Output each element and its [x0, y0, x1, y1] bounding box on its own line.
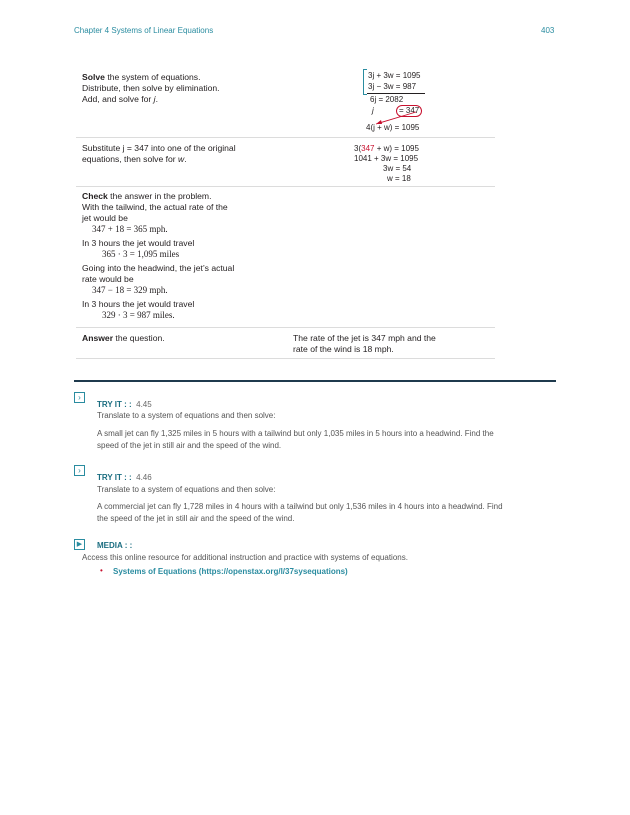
check-calc3: 347 − 18 = 329 mph.	[92, 285, 168, 295]
expand-chevron-icon[interactable]: ›	[74, 465, 85, 476]
check-calc1: 347 + 18 = 365 mph.	[92, 224, 168, 234]
answer-line2: rate of the wind is 18 mph.	[293, 344, 394, 354]
system-bracket	[363, 69, 367, 95]
check-line7: In 3 hours the jet would travel	[82, 299, 195, 309]
try-it-problem	[97, 501, 557, 525]
solve-eq1: 3j + 3w = 1095	[368, 71, 421, 80]
solve-line2: Distribute, then solve by elimination.	[82, 83, 220, 93]
check-line2: With the tailwind, the actual rate of the	[82, 202, 228, 212]
try-it-problem-line1: A small jet can fly 1,325 miles in 5 hours with a tailwind but only 1,035 miles in 5 hours into a headwind. Find the	[97, 429, 494, 438]
solve-step-text	[82, 72, 282, 105]
check-keyword: Check	[82, 191, 108, 201]
substitute-line2-var: w	[178, 154, 185, 164]
media-link[interactable]: Systems of Equations (https://openstax.org/l/37sysequations)	[113, 567, 348, 576]
media-description: Access this online resource for additional instruction and practice with systems of equations.	[82, 553, 408, 562]
check-line3: jet would be	[82, 213, 128, 223]
substitute-eq3: 3w = 54	[383, 164, 412, 173]
answer-step-text	[82, 333, 165, 344]
substitute-eq2: 1041 + 3w = 1095	[354, 154, 419, 163]
try-it-instruction: Translate to a system of equations and then solve:	[97, 485, 276, 494]
try-it-problem-line2: speed of the jet in still air and the speed of the wind.	[97, 441, 282, 450]
try-it-number: 4.45	[136, 400, 152, 409]
answer-rest: the question.	[113, 333, 165, 343]
check-calc4: 329 · 3 = 987 miles.	[102, 310, 175, 320]
chapter-header: Chapter 4 Systems of Linear Equations	[74, 26, 214, 35]
try-it-problem	[97, 428, 557, 452]
try-it-heading	[97, 467, 152, 485]
media-label: MEDIA : :	[97, 541, 133, 550]
substitute-step-text	[82, 143, 282, 165]
substitute-eq1-post: + w) = 1095	[374, 144, 419, 153]
solve-eq5: 4(j + w) = 1095	[366, 123, 420, 132]
check-step-text	[82, 191, 292, 321]
check-line1: the answer in the problem.	[107, 191, 212, 201]
try-it-problem-line1: A commercial jet can fly 1,728 miles in 4 hours with a tailwind but only 1,536 miles in 4 hours into a headwind. Find	[97, 502, 503, 511]
bullet-icon: •	[100, 566, 103, 575]
row-divider	[76, 137, 495, 138]
try-it-number: 4.46	[136, 473, 152, 482]
try-it-instruction: Translate to a system of equations and then solve:	[97, 411, 276, 420]
check-calc2: 365 · 3 = 1,095 miles	[102, 249, 180, 259]
solve-line3-pre: Add, and solve for	[82, 94, 154, 104]
substitute-eq4: w = 18	[387, 174, 411, 183]
row-divider	[76, 358, 495, 359]
solve-line3-post: .	[155, 94, 158, 104]
substitute-line2-post: .	[184, 154, 187, 164]
substitute-eq1-value: 347	[361, 144, 375, 153]
row-divider	[76, 186, 495, 187]
solve-eq4-left: j	[372, 106, 374, 115]
row-divider	[76, 327, 495, 328]
substitute-line1: Substitute j = 347 into one of the original	[82, 143, 236, 153]
try-it-problem-line2: the speed of the jet in still air and the speed of the wind.	[97, 514, 295, 523]
solve-eq4-right: = 347	[396, 105, 422, 117]
answer-keyword: Answer	[82, 333, 114, 343]
solve-keyword: Solve	[82, 72, 105, 82]
page-number: 403	[541, 26, 555, 35]
solve-line3-var: j	[153, 94, 156, 104]
solve-eq2: 3j − 3w = 987	[368, 82, 417, 91]
substitute-line2-pre: equations, then solve for	[82, 154, 179, 164]
answer-statement	[293, 333, 493, 355]
answer-line1: The rate of the jet is 347 mph and the	[293, 333, 436, 343]
try-it-label: TRY IT : :	[97, 473, 132, 482]
section-divider	[74, 380, 556, 382]
check-line6: rate would be	[82, 274, 134, 284]
expand-chevron-icon[interactable]: ›	[74, 392, 85, 403]
substitute-eq1-pre: 3(	[354, 144, 362, 153]
solve-line1: the system of equations.	[104, 72, 201, 82]
try-it-label: TRY IT : :	[97, 400, 132, 409]
check-line5: Going into the headwind, the jet’s actual	[82, 263, 235, 273]
play-icon[interactable]: ▶	[74, 539, 85, 550]
check-line4: In 3 hours the jet would travel	[82, 238, 195, 248]
solve-eq3: 6j = 2082	[370, 95, 404, 104]
